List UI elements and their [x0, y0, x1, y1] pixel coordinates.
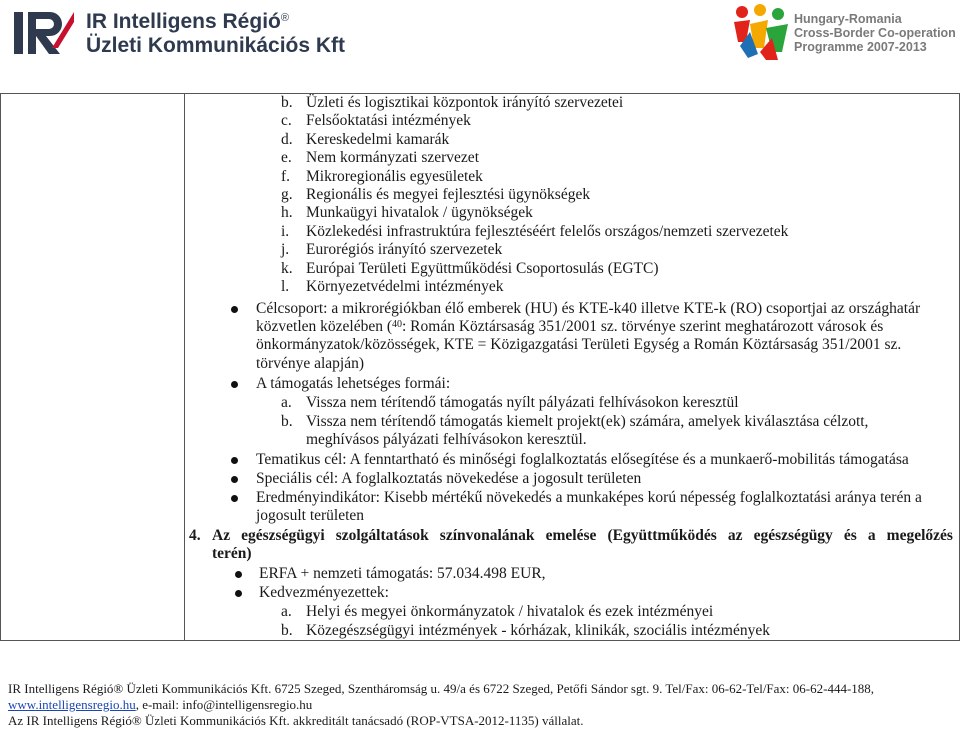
support-form-item: Vissza nem térítendő támogatás nyílt pályázati felhívásokon keresztül — [306, 394, 739, 411]
list-item-letter: h. — [281, 204, 293, 222]
target-group-line: önkormányzatok/közösségek, KTE = Közigazgatási Területi Egység a Román Köztársaság 351/2001 sz. — [256, 336, 902, 353]
website-link[interactable]: www.intelligensregio.hu — [8, 697, 136, 712]
bullet-icon — [231, 457, 238, 464]
list-item: Környezetvédelmi intézmények — [306, 278, 504, 295]
page-header — [0, 0, 960, 80]
list-item-letter: b. — [281, 94, 293, 111]
result-indicator: Eredményindikátor: Kisebb mértékű növekedés a munkaképes korú népesség foglalkoztatási aránya terén a — [256, 489, 922, 506]
footer-email: , e-mail: info@intelligensregio.hu — [135, 697, 313, 712]
beneficiaries-title: Kedvezményezettek: — [259, 584, 389, 601]
beneficiary-item: Helyi és megyei önkormányzatok / hivatalok és ezek intézményei — [306, 603, 714, 620]
support-form-letter: a. — [281, 394, 292, 411]
list-item-letter: i. — [281, 222, 290, 240]
people-figures-icon — [732, 2, 792, 62]
target-group-line: törvénye alapján) — [256, 355, 365, 372]
list-item-letter: e. — [281, 149, 292, 167]
bullet-icon — [231, 476, 238, 483]
logo-title-line1: IR Intelligens Régió® — [86, 10, 289, 33]
list-item: Közlekedési infrastruktúra fejlesztéséért felelős országos/nemzeti szervezetek — [306, 222, 789, 240]
bullet-icon — [235, 571, 242, 578]
list-item: Nem kormányzati szervezet — [306, 149, 479, 167]
list-item-letter: d. — [281, 130, 293, 148]
section-heading: terén) — [212, 545, 252, 562]
support-form-item: Vissza nem térítendő támogatás kiemelt projekt(ek) számára, amelyek kiválasztása célzott, — [306, 413, 869, 430]
list-item: Kereskedelmi kamarák — [306, 130, 450, 148]
funding-amount: ERFA + nemzeti támogatás: 57.034.498 EUR, — [259, 565, 546, 582]
list-item: Munkaügyi hivatalok / ügynökségek — [306, 204, 533, 222]
bullet-icon — [231, 381, 238, 388]
list-item: Európai Területi Együttműködési Csoportosulás (EGTC) — [306, 259, 659, 277]
list-item-letter: g. — [281, 186, 293, 203]
list-item: Üzleti és logisztikai központok irányító szervezetei — [306, 94, 624, 111]
section-heading: Az egészségügyi szolgáltatások színvonalának emelése (Együttműködés az egészségügy és a megelőzés — [212, 527, 953, 544]
support-form-item: meghívásos pályázati felhívásokon keresztül. — [306, 431, 587, 448]
beneficiary-item: Közegészségügyi intézmények - kórházak, klinikák, szociális intézmények — [306, 622, 770, 639]
specific-goal: Speciális cél: A foglalkoztatás növekedése a jogosult területen — [256, 470, 642, 487]
ir-logo-mark-icon — [12, 8, 76, 58]
list-item-letter: f. — [281, 167, 291, 185]
table-left-column — [1, 94, 185, 640]
list-item: Regionális és megyei fejlesztési ügynökségek — [306, 186, 591, 203]
hungary-romania-programme-logo — [732, 2, 956, 64]
bullet-icon — [231, 495, 238, 502]
ir-intelligens-regio-logo — [12, 6, 346, 62]
list-item: Felsőoktatási intézmények — [306, 112, 471, 130]
section-number: 4. — [189, 527, 201, 544]
footer-accreditation: Az IR Intelligens Régió® Üzleti Kommunikációs Kft. akkreditált tanácsadó (ROP-VTSA-2012-1135) vállalat. — [8, 713, 584, 728]
bullet-icon — [231, 306, 238, 313]
beneficiary-letter: a. — [281, 603, 292, 620]
beneficiary-letter: b. — [281, 622, 293, 639]
list-item-letter: j. — [281, 241, 290, 259]
table-content-cell — [185, 94, 959, 640]
footer-address: IR Intelligens Régió® Üzleti Kommunikációs Kft. 6725 Szeged, Szentháromság u. 49/a és 6722 Szeged, Petőfi Sándor sgt. 9. Tel/Fax: 06-62-Tel/Fax: 06-62-444-188, — [8, 681, 875, 696]
page-footer — [8, 681, 874, 729]
target-group-line: Célcsoport: a mikrorégiókban élő emberek (HU) és KTE-k40 illetve KTE-k (RO) csoportjai az országhatár — [256, 300, 921, 317]
footer-contact — [8, 697, 874, 713]
support-forms-title: A támogatás lehetséges formái: — [256, 375, 451, 392]
thematic-goal: Tematikus cél: A fenntartható és minőségi foglalkoztatás elősegítése és a munkaerő-mobilitás támogatása — [256, 451, 909, 468]
logo-title-line2: Üzleti Kommunikációs Kft — [86, 34, 346, 57]
bullet-icon — [235, 590, 242, 597]
result-indicator: jogosult területen — [256, 507, 365, 524]
list-item-letter: l. — [281, 278, 290, 295]
list-item-letter: k. — [281, 259, 293, 277]
programme-name: Hungary-Romania Cross-Border Co-operation Programme 2007-2013 — [794, 12, 956, 54]
list-item: Mikroregionális egyesületek — [306, 167, 483, 185]
target-group-line: közvetlen közelében ($^{40}$: Román Köztársaság 351/2001 sz. törvénye szerint meghatározott városok és — [256, 318, 884, 335]
content-table — [0, 93, 960, 641]
list-item: Eurorégiós irányító szervezetek — [306, 241, 503, 259]
list-item-letter: c. — [281, 112, 292, 130]
support-form-letter: b. — [281, 413, 293, 430]
